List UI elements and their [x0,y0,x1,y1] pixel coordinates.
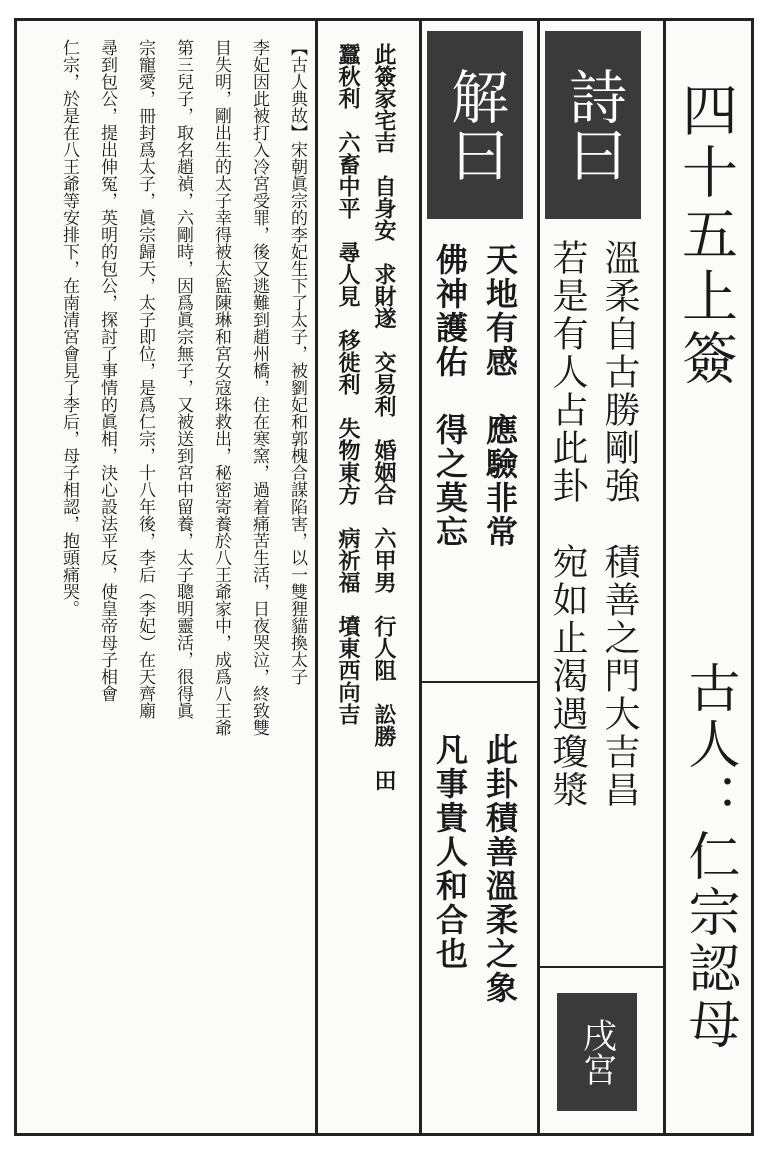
poem-line-2: 若是有人占此卦 宛如止渴遇瓊漿 [547,239,588,809]
explain-top-line-2: 佛神護佑 得之莫忘 [431,243,469,549]
divider-title [663,21,666,1133]
tale-line-2: 李妃因此被打入冷宮受罪，後又逃難到趙州橋，住在寒窯，過着痛苦生活，日夜哭泣，終致雙 [249,39,269,736]
story-title: 古人：仁宗認母 [679,661,739,1053]
divider-poem [537,21,540,1133]
divider-fortune [315,21,318,1133]
poem-heading: 詩曰 [545,31,641,219]
tale-line-5: 宗寵愛，冊封爲太子，眞宗歸天，太子即位，是爲仁宗，十八年後，李后（李妃）在天齊廟 [135,39,155,719]
explain-top-line-1: 天地有感 應驗非常 [481,243,519,549]
tale-line-4: 第三兒子，取名趙禎，六剛時，因爲眞宗無子，又被送到宮中留養，太子聰明靈活，很得眞 [173,39,193,719]
tale-line-6: 尋到包公，提出伸冤，英明的包公，探討了事情的眞相，決心設法平反，使皇帝母子相會 [97,39,117,702]
divider-palace [537,966,663,968]
fortune-line-1: 此簽家宅吉 自身安 求財遂 交易利 婚姻合 六甲男 行人阻 訟勝 田 [371,43,396,791]
divider-explain-vertical [419,21,422,1133]
tale-line-3: 目失明，剛出生的太子幸得被太監陳琳和宮女寇珠救出，秘密寄養於八王爺家中，成爲八王爺 [211,39,231,736]
explain-bottom-line-1: 此卦積善溫柔之象 [481,733,519,1005]
fortune-slip-frame [14,18,754,1136]
fortune-line-2: 蠶秋利 六畜中平 尋人見 移徙利 失物東方 病祈福 墳東西向吉 [335,43,360,725]
poem-line-1: 溫柔自古勝剛強 積善之門大吉昌 [599,239,640,809]
divider-explain [421,681,537,683]
tale-line-1: 【古人典故】宋朝眞宗的李妃生下了太子，被劉妃和郭槐合謀陷害，以一雙狸貓換太子 [287,39,307,685]
explain-heading: 解曰 [427,31,523,219]
slip-title: 四十五上簽 [673,81,738,391]
palace-label: 戌宮 [557,993,637,1111]
tale-line-7: 仁宗，於是在八王爺等安排下，在南清宮會見了李后，母子相認，抱頭痛哭。 [59,39,79,617]
explain-bottom-line-2: 凡事貴人和合也 [431,733,469,971]
